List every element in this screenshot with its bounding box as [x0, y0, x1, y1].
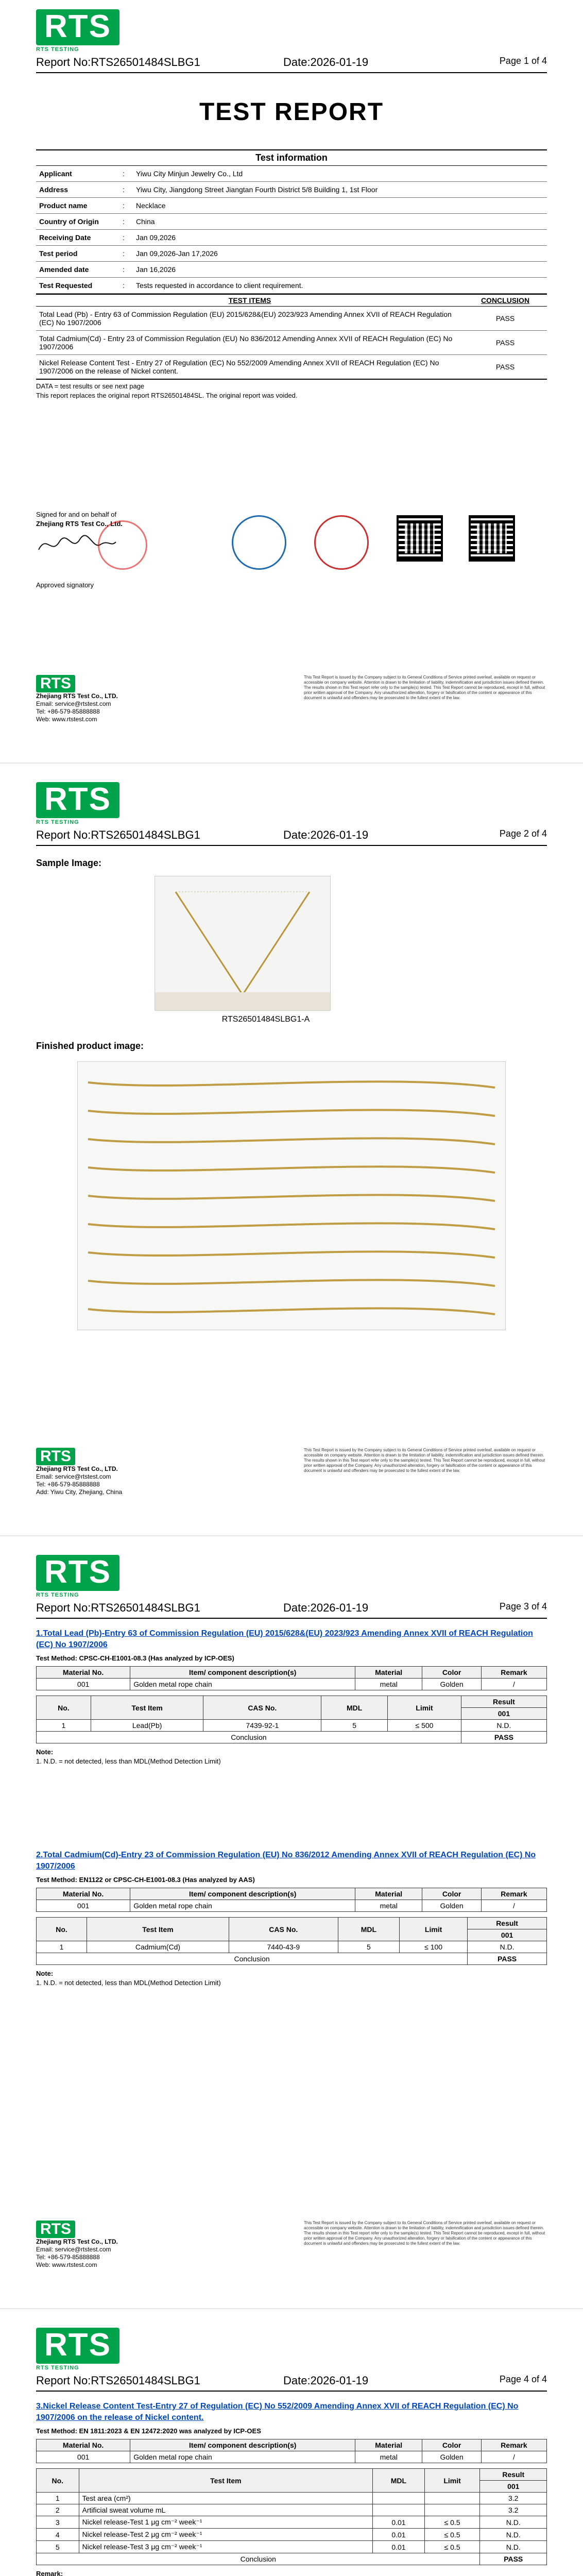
- finished-product-photo: [77, 1061, 506, 1330]
- report-page-1: [0, 0, 583, 757]
- info-row: Applicant : Yiwu City Minjun Jewelry Co., Ltd: [36, 166, 547, 182]
- footer-company: Zhejiang RTS Test Co., LTD.: [36, 692, 118, 700]
- table-row: 001 Golden metal rope chain metal Golden /: [37, 1900, 547, 1912]
- rts-logo: RTS: [36, 782, 119, 818]
- remark-title: Remark:: [36, 2570, 63, 2576]
- rts-logo: RTS: [36, 1555, 119, 1591]
- logo-subtitle: RTS TESTING: [36, 1592, 79, 1598]
- page-header: [36, 9, 547, 69]
- test-item: Total Cadmium(Cd) - Entry 23 of Commission Regulation (EU) No 836/2012 Amending Annex XVII of REACH Regulation (EC) No 1907/2006: [39, 334, 453, 351]
- page-number: Page 3 of 4: [499, 1601, 547, 1612]
- report-number-row: [36, 2374, 547, 2392]
- page-footer: [36, 2221, 547, 2277]
- footer-disclaimer: This Test Report is issued by the Company subject to its General Conditions of Service printed overleaf, available on request or accessible on company website. Attention is drawn to the limitation of liability, indemnification and jurisdiction issues defined therein. The results shown in this Test report refer only to the sample(s) tested. This Test Report cannot be reproduced, except in full, without prior written approval of the Company. Any unauthorized alteration, forgery or falsification of the content or appearance of this document is unlawful and offenders may be prosecuted to the fullest extent of the law.: [304, 675, 545, 700]
- cadmium-section: [36, 1850, 547, 1988]
- info-heading: Test information: [36, 149, 547, 166]
- footer-line: Email: service@rtstest.com: [36, 2246, 111, 2253]
- sample-image-heading: Sample Image:: [36, 858, 102, 868]
- report-no-label: Report No:: [36, 828, 91, 841]
- cadmium-test-method: Test Method: EN1122 or CPSC-CH-E1001-08.3 (Has analyzed by AAS): [36, 1876, 255, 1884]
- table-row: 2 Artificial sweat volume mL 3.2: [37, 2504, 547, 2516]
- report-page-3: [0, 1546, 583, 2303]
- test-information: [36, 149, 547, 294]
- footer-line: Web: www.rtstest.com: [36, 2261, 97, 2268]
- date-label: Date:: [283, 828, 311, 841]
- report-page-4: [0, 2318, 583, 2576]
- table-row: 1 Test area (cm²) 3.2: [37, 2493, 547, 2504]
- note-title: Note:: [36, 1748, 54, 1756]
- footer-company: Zhejiang RTS Test Co., LTD.: [36, 1465, 118, 1472]
- info-row: Test Requested : Tests requested in accordance to client requirement.: [36, 278, 547, 294]
- note-line: This report replaces the original report RTS26501484SL. The original report was voided.: [36, 392, 298, 399]
- footer-line: Add: Yiwu City, Zhejiang, China: [36, 1488, 123, 1496]
- report-page-2: [0, 773, 583, 1530]
- lead-result-table: No. Test Item CAS No. MDL Limit Result 001 1 Lead(Pb) 7439-92-1 5 ≤ 500 N.D. Conclusion PASS: [36, 1696, 547, 1743]
- info-row: Product name : Necklace: [36, 198, 547, 214]
- footer-logo: RTS: [36, 1448, 75, 1465]
- table-row: 001 Golden metal rope chain metal Golden /: [37, 1679, 547, 1690]
- rts-logo: RTS: [36, 2328, 119, 2364]
- report-no-label: Report No:: [36, 56, 91, 69]
- logo-subtitle: RTS TESTING: [36, 46, 79, 53]
- info-row: Country of Origin : China: [36, 214, 547, 230]
- page-footer: [36, 1448, 547, 1504]
- info-row: Address : Yiwu City, Jiangdong Street Jiangtan Fourth District 5/8 Building 1, 1st Floor: [36, 182, 547, 198]
- accreditation-seal: [232, 515, 286, 570]
- footer-line: Tel: +86-579-85888888: [36, 708, 100, 715]
- test-items-table: [36, 294, 547, 400]
- report-no: RTS26501484SLBG1: [91, 828, 200, 841]
- info-row: Test period : Jan 09,2026-Jan 17,2026: [36, 246, 547, 262]
- signed-company: Zhejiang RTS Test Co., Ltd.: [36, 520, 123, 528]
- material-table: Material No. Item/ component description(s) Material Color Remark 001 Golden metal rope chain metal Golden /: [36, 2439, 547, 2463]
- necklace-illustration: [155, 876, 330, 1010]
- test-conclusion: PASS: [495, 338, 515, 347]
- info-row: Amended date : Jan 16,2026: [36, 262, 547, 278]
- test-item: Total Lead (Pb) - Entry 63 of Commission Regulation (EU) 2015/628&(EU) 2023/923 Amending Annex XVII of REACH Regulation (EC) No 1907/2006: [39, 310, 452, 327]
- report-no-label: Report No:: [36, 1601, 91, 1614]
- cadmium-result-table: No. Test Item CAS No. MDL Limit Result 001 1 Cadmium(Cd) 7440-43-9 5 ≤ 100 N.D. Conclusion PASS: [36, 1917, 547, 1965]
- nickel-conclusion: PASS: [480, 2553, 547, 2565]
- table-row: 1 Cadmium(Cd) 7440-43-9 5 ≤ 100 N.D.: [37, 1941, 547, 1953]
- lead-section: [36, 1628, 547, 1766]
- table-row: 3 Nickel release-Test 1 μg cm⁻² week⁻¹ 0.01 ≤ 0.5 N.D.: [37, 2516, 547, 2529]
- signed-on-behalf: Signed for and on behalf of: [36, 511, 117, 518]
- report-number-row: [36, 56, 547, 73]
- nickel-section-title: 3.Nickel Release Content Test-Entry 27 of Regulation (EC) No 552/2009 Amending Annex XVII of REACH Regulation (EC) No 1907/2006 on the release of Nickel content.: [36, 2402, 519, 2422]
- note-line: DATA = test results or see next page: [36, 382, 145, 390]
- conclusion-header: CONCLUSION: [481, 296, 530, 304]
- logo-subtitle: RTS TESTING: [36, 2365, 79, 2371]
- page-footer: [36, 675, 547, 732]
- table-row: 4 Nickel release-Test 2 μg cm⁻² week⁻¹ 0.01 ≤ 0.5 N.D.: [37, 2529, 547, 2541]
- nickel-test-method: Test Method: EN 1811:2023 & EN 12472:2020 was analyzed by ICP-OES: [36, 2427, 261, 2435]
- signature-block: [36, 510, 547, 644]
- material-table: Material No. Item/ component description(s) Material Color Remark 001 Golden metal rope chain metal Golden /: [36, 1666, 547, 1690]
- footer-line: Email: service@rtstest.com: [36, 1473, 111, 1480]
- footer-line: Web: www.rtstest.com: [36, 716, 97, 723]
- footer-logo: RTS: [36, 675, 75, 692]
- table-row: 5 Nickel release-Test 3 μg cm⁻² week⁻¹ 0.01 ≤ 0.5 N.D.: [37, 2541, 547, 2553]
- report-no: RTS26501484SLBG1: [91, 56, 200, 69]
- date-label: Date:: [283, 56, 311, 69]
- page-number: Page 1 of 4: [499, 56, 547, 66]
- page-header: [36, 782, 547, 841]
- items-header: TEST ITEMS: [228, 296, 271, 304]
- cadmium-conclusion: PASS: [468, 1953, 547, 1965]
- report-date: 2026-01-19: [310, 56, 369, 69]
- report-number-row: [36, 1601, 547, 1619]
- lead-test-method: Test Method: CPSC-CH-E1001-08.3 (Has analyzed by ICP-OES): [36, 1654, 234, 1662]
- company-stamp: [98, 520, 147, 570]
- logo-subtitle: RTS TESTING: [36, 819, 79, 825]
- page-number: Page 2 of 4: [499, 828, 547, 839]
- page-number: Page 4 of 4: [499, 2374, 547, 2384]
- rts-logo: RTS: [36, 9, 119, 45]
- lead-conclusion: PASS: [461, 1732, 546, 1743]
- test-item: Nickel Release Content Test - Entry 27 of Regulation (EC) No 552/2009 Amending Annex XVII of REACH Regulation (EC) No 1907/2006 on the release of Nickel content.: [39, 359, 439, 375]
- lead-section-title: 1.Total Lead (Pb)-Entry 63 of Commission Regulation (EU) 2015/628&(EU) 2023/923 Amending Annex XVII of REACH Regulation (EC) No 1907/2006: [36, 1629, 533, 1649]
- test-conclusion: PASS: [495, 314, 515, 323]
- report-no: RTS26501484SLBG1: [91, 1601, 200, 1614]
- footer-disclaimer: This Test Report is issued by the Company subject to its General Conditions of Service printed overleaf, available on request or accessible on company website. Attention is drawn to the limitation of liability, indemnification and jurisdiction issues defined therein. The results shown in this Test report refer only to the sample(s) tested. This Test Report cannot be reproduced, except in full, without prior written approval of the Company. Any unauthorized alteration, forgery or falsification of the content or appearance of this document is unlawful and offenders may be prosecuted to the fullest extent of the law.: [304, 2221, 545, 2246]
- sample-caption: RTS26501484SLBG1-A: [221, 1015, 310, 1024]
- footer-company: Zhejiang RTS Test Co., LTD.: [36, 2238, 118, 2245]
- test-conclusion: PASS: [495, 363, 515, 371]
- date-label: Date:: [283, 2374, 311, 2387]
- report-no: RTS26501484SLBG1: [91, 2374, 200, 2387]
- table-row: 001 Golden metal rope chain metal Golden /: [37, 2451, 547, 2463]
- report-date: 2026-01-19: [310, 2374, 369, 2387]
- cadmium-section-title: 2.Total Cadmium(Cd)-Entry 23 of Commission Regulation (EU) No 836/2012 Amending Annex XVII of REACH Regulation (EC) No 1907/2006: [36, 1851, 536, 1871]
- report-number-row: [36, 828, 547, 846]
- report-date: 2026-01-19: [310, 1601, 369, 1614]
- qr-code: [397, 515, 443, 562]
- footer-line: Tel: +86-579-85888888: [36, 2253, 100, 2261]
- note-line: 1. N.D. = not detected, less than MDL(Method Detection Limit): [36, 1757, 221, 1765]
- footer-disclaimer: This Test Report is issued by the Company subject to its General Conditions of Service printed overleaf, available on request or accessible on company website. Attention is drawn to the limitation of liability, indemnification and jurisdiction issues defined therein. The results shown in this Test report refer only to the sample(s) tested. This Test Report cannot be reproduced, except in full, without prior written approval of the Company. Any unauthorized alteration, forgery or falsification of the content or appearance of this document is unlawful and offenders may be prosecuted to the fullest extent of the law.: [304, 1448, 545, 1473]
- sample-photo: [155, 876, 331, 1011]
- cma-seal: [314, 515, 369, 570]
- footer-logo: RTS: [36, 2221, 75, 2238]
- report-date: 2026-01-19: [310, 828, 369, 841]
- footer-line: Tel: +86-579-85888888: [36, 1481, 100, 1488]
- nickel-result-table: No. Test Item MDL Limit Result 001 1 Test area (cm²) 3.2 2 Artificial sweat volume mL 3.2 3 Nickel release-Test 1 μg cm⁻² week⁻¹ 0.01 ≤ 0.5 N.D. 4 Nickel release-Test 2 μg cm⁻² week⁻¹ 0.01 ≤ 0.5 N.D. 5 Nickel release-Test 3 μg cm⁻² week⁻¹ 0.01 ≤ 0.5 N.D. Conclusion PASS: [36, 2468, 547, 2565]
- note-title: Note:: [36, 1970, 54, 1977]
- nickel-section: [36, 2401, 547, 2576]
- footer-line: Email: service@rtstest.com: [36, 700, 111, 707]
- date-label: Date:: [283, 1601, 311, 1614]
- page-title: TEST REPORT: [199, 98, 384, 126]
- chains-illustration: [78, 1062, 505, 1330]
- info-row: Receiving Date : Jan 09,2026: [36, 230, 547, 246]
- page-header: [36, 2327, 547, 2387]
- page-header: [36, 1554, 547, 1614]
- qr-code: [469, 515, 515, 562]
- material-table: Material No. Item/ component description(s) Material Color Remark 001 Golden metal rope chain metal Golden /: [36, 1888, 547, 1912]
- note-line: 1. N.D. = not detected, less than MDL(Method Detection Limit): [36, 1979, 221, 1987]
- approved-signatory: Approved signatory: [36, 581, 94, 589]
- finished-product-heading: Finished product image:: [36, 1041, 144, 1051]
- table-row: 1 Lead(Pb) 7439-92-1 5 ≤ 500 N.D.: [37, 1720, 547, 1732]
- report-no-label: Report No:: [36, 2374, 91, 2387]
